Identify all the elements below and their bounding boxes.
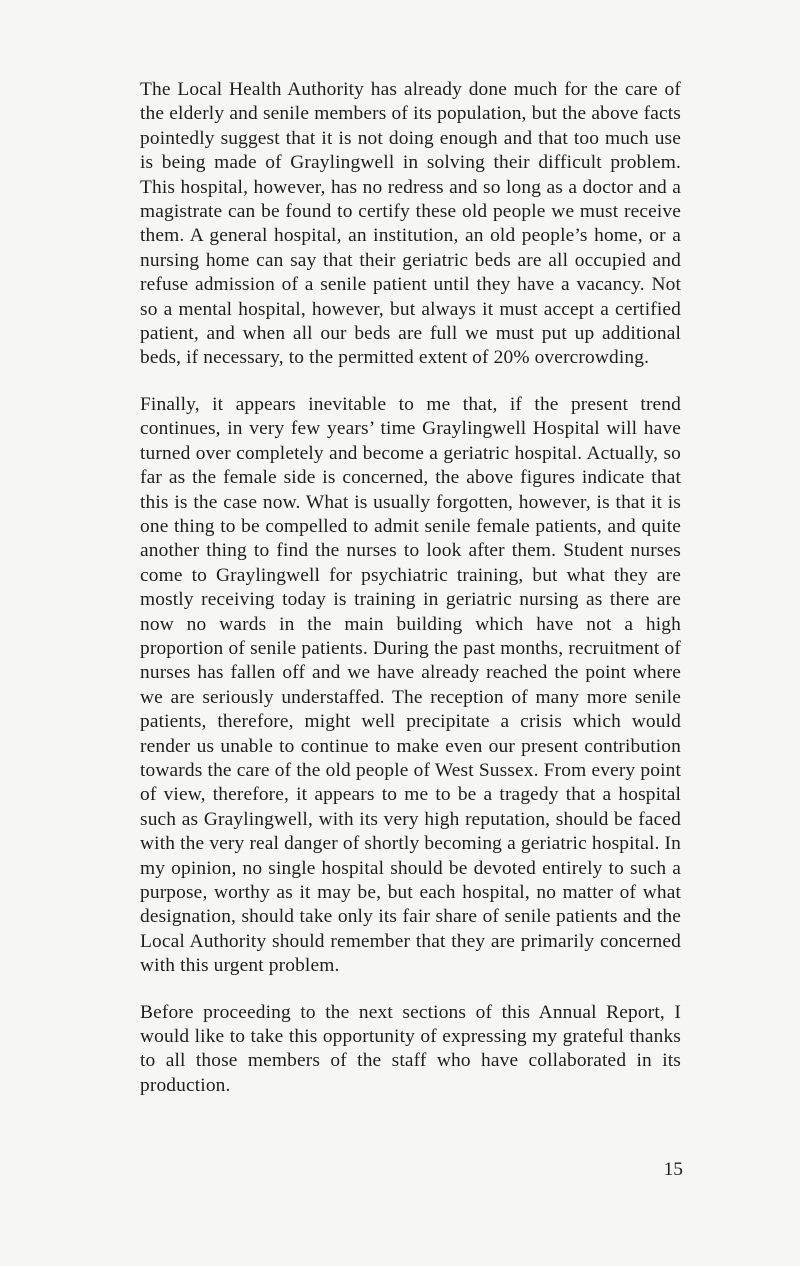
paragraph-local-health-authority: The Local Health Authority has already done much for the care of the elderly and senile members of its population, but the above facts pointedly suggest that it is not doing enough and that too much use is being made of Graylingwell in solving their difficult problem. This hospital, however, has no redress and so long as a doctor and a magistrate can be found to certify these old people we must receive them. A general hospital, an institution, an old people’s home, or a nursing home can say that their geriatric beds are all occupied and refuse admission of a senile patient until they have a vacancy. Not so a mental hospital, however, but always it must accept a certified patient, and when all our beds are full we must put up additional beds, if necessary, to the permitted extent of 20% overcrowding. xyxy=(140,79,681,369)
paragraph-acknowledgements: Before proceeding to the next sections of this Annual Report, I would like to take this opportunity of expressing my grateful thanks to all those members of the staff who have collaborated in its production. xyxy=(140,1001,681,1096)
page-number: 15 xyxy=(663,1159,683,1180)
paragraph-geriatric-trend: Finally, it appears inevitable to me that, if the present trend continues, in very few years’ time Graylingwell Hospital will have turned over completely and become a geriatric hospital. Actually, so far as the female side is concerned, the above figures indicate that this is the case now. What is usually forgotten, however, is that it is one thing to be compelled to admit senile female patients, and quite another thing to find the nurses to look after them. Student nurses come to Graylingwell for psychiatric training, but what they are mostly receiving today is training in geriatric nursing as there are now no wards in the main building which have not a high proportion of senile patients. During the past months, recruitment of nurses has fallen off and we have already reached the point where we are seriously understaffed. The reception of many more senile patients, therefore, might well precipitate a crisis which would render us unable to continue to make even our present contribution towards the care of the old people of West Sussex. From every point of view, therefore, it appears to me to be a tragedy that a hospital such as Graylingwell, with its very high reputation, should be faced with the very real danger of shortly becoming a geriatric hospital. In my opinion, no single hospital should be devoted entirely to such a purpose, worthy as it may be, but each hospital, no matter of what designation, should take only its fair share of senile patients and the Local Authority should remember that they are primarily concerned with this urgent problem. xyxy=(140,393,681,977)
body-text xyxy=(140,78,681,1120)
